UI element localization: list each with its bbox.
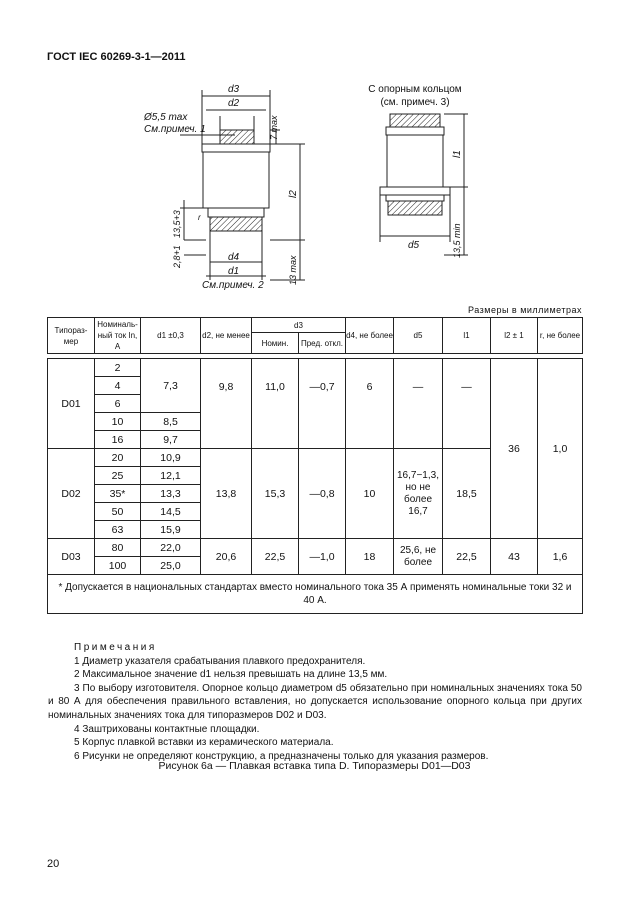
figure-caption: Рисунок 6а — Плавкая вставка типа D. Типоразмеры D01—D03 [158,760,471,772]
d5-label: d5 [408,240,420,251]
diameter-label: Ø5,5 max [144,112,188,123]
d3-label: d3 [228,84,240,95]
bottom-max-label: 13 max [288,255,298,285]
l1-label: l1 [452,150,463,158]
h28-label: 2,8+1 [172,245,182,268]
l2-shared: 36 [491,359,538,539]
notes-block [48,641,582,763]
table-row: 63 15,9 [48,521,583,539]
fuse-drawing-left [140,80,310,295]
table-row: 4 [48,377,583,395]
note-item: 2 Максимальное значение d1 нельзя превышать на длине 13,5 мм. [74,669,388,681]
r-shared: 1,0 [538,359,583,539]
type-d01: D01 [48,359,95,449]
note-item: 4 Заштрихованы контактные площадки. [74,723,260,735]
l2-label: l2 [288,190,299,198]
document-header: ГОСТ IEC 60269-3-1—2011 [47,51,186,63]
note-item: 6 Рисунки не определяют конструкцию, а предназначены только для указания размеров. [74,750,489,762]
header-d5: d5 [394,318,443,354]
note-item: 1 Диаметр указателя срабатывания плавкого предохранителя. [74,655,366,667]
header-d2: d2, не менее [201,318,252,354]
units-note: Размеры в миллиметрах [468,305,582,315]
d4-label: d4 [228,252,240,263]
header-l1: l1 [443,318,491,354]
table-row: 10 8,5 [48,413,583,431]
header-r: r, не более [538,318,583,354]
type-d02: D02 [48,449,95,539]
page-number: 20 [47,858,60,870]
header-d3-dev: Пред. откл. [299,333,346,354]
dimensions-table [47,317,583,614]
table-row: 16 9,7 [48,431,583,449]
table-footnote: * Допускается в национальных стандартах вместо номинального тока 35 А применять номинальные токи 32 и 40 А. [48,575,583,614]
right-drawing-caption: С опорным кольцом (см. примеч. 3) [368,84,462,108]
header-l2: l2 ± 1 [491,318,538,354]
table-row: D01 2 7,3 9,8 11,0 —0,7 6 — — 36 1,0 [48,359,583,377]
top-max-label: 7 max [269,115,279,140]
header-d1: d1 ±0,3 [141,318,201,354]
header-d3: d3 [252,318,346,333]
d2-label: d2 [228,98,240,109]
table-row: 50 14,5 [48,503,583,521]
note-item: 3 По выбору изготовителя. Опорное кольцо диаметром d5 обязательно при номинальных значениях тока 50 и 80 А для обеспечения правильного вставления, но допускается использование опорного кольца при других номинальных значениях тока для типоразмеров D02 и D03. [48,682,582,721]
note1-label: См.примеч. 1 [144,124,206,135]
header-d3-nom: Номин. [252,333,299,354]
note-item: 5 Корпус плавкой вставки из керамического материала. [74,737,334,749]
table-footnote-row [48,575,583,614]
d1-label: d1 [228,266,240,277]
table-row: D03 80 22,0 20,6 22,5 —1,0 18 25,6, не более 22,5 43 1,6 [48,539,583,557]
fuse-drawing-right [372,110,480,260]
table-row: D02 20 10,9 13,8 15,3 —0,8 10 16,7−1,3, но не более 16,7 18,5 [48,449,583,467]
table-header-row [48,318,583,333]
min-label: 13,5 min [452,223,462,258]
type-d03: D03 [48,539,95,575]
table-row: 6 [48,395,583,413]
table-row: 100 25,0 [48,557,583,575]
header-current: Номиналь-ный ток In, А [95,318,141,354]
notes-title: Примечания [74,642,157,653]
header-type: Типораз-мер [48,318,95,354]
table-row: 25 12,1 [48,467,583,485]
header-d4: d4, не более [346,318,394,354]
r-label: r [198,213,201,222]
table-row: 35* 13,3 [48,485,583,503]
h135-label: 13,5+3 [172,210,182,238]
note2-label: См.примеч. 2 [202,280,264,291]
